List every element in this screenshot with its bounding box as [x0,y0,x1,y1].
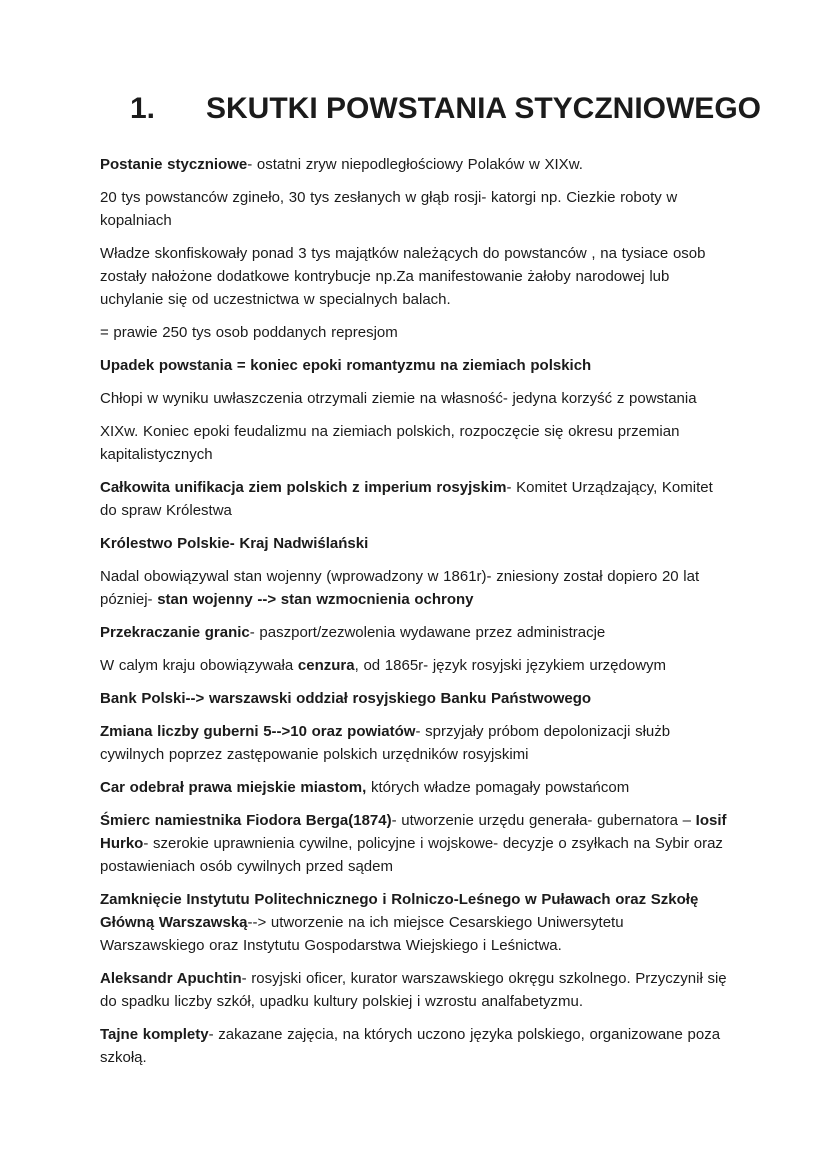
paragraph-bold-text: Przekraczanie granic [100,623,250,641]
paragraph [100,565,728,611]
paragraph [100,420,728,466]
paragraph [100,720,728,766]
paragraph-text: --> utworzenie na ich miejsce Cesarskiego Uniwersytetu Warszawskiego oraz Instytutu Gospodarstwa Wiejskiego i Leśnictwa. [100,913,624,954]
paragraph-text: 20 tys powstanców zgineło, 30 tys zesłanych w głąb rosji- katorgi np. Ciezkie roboty w kopalniach [100,188,678,229]
paragraph-bold-text: Zamknięcie Instytutu Politechnicznego i Rolniczo-Leśnego w Puławach oraz Szkołę Główną Warszawską [100,890,699,931]
paragraph-text: Nadal obowiązywal stan wojenny (wprowadzony w 1861r)- zniesiony został dopiero 20 lat pózniej- [100,567,700,608]
paragraph-text: - Komitet Urządzający, Komitet do spraw Królestwa [100,478,713,519]
paragraph-text: - sprzyjały próbom depolonizacji służb cywilnych poprzez zastępowanie polskich urzędników rosyjskimi [100,722,671,763]
paragraph-text: = prawie 250 tys osob poddanych represjom [100,323,398,341]
paragraph-bold-text: Zmiana liczby guberni 5-->10 oraz powiatów [100,722,416,740]
paragraph [100,387,728,410]
paragraph-text: których władze pomagały powstańcom [366,778,630,796]
paragraph [100,621,728,644]
paragraph [100,687,728,710]
paragraph [100,321,728,344]
title-number: 1. [130,92,156,125]
paragraph-bold-text: Postanie styczniowe [100,155,248,173]
paragraph-text: Władze skonfiskowały ponad 3 tys majątków należących do powstanców , na tysiace osob zostały nałożone dodatkowe kontrybucje np.Za manifestowanie żałoby narodowej lub uchylanie się od uczestnictwa w specialnych balach. [100,244,706,308]
page-title [130,92,761,127]
paragraph-bold-text: Upadek powstania = koniec epoki romantyzmu na ziemiach polskich [100,356,592,374]
paragraph-text: - ostatni zryw niepodległościowy Polaków w XIXw. [247,155,583,173]
paragraph [100,654,728,677]
paragraph-bold-text: Aleksandr Apuchtin [100,969,242,987]
paragraph-text: XIXw. Koniec epoki feudalizmu na ziemiach polskich, rozpoczęcie się okresu przemian kapitalistycznych [100,422,680,463]
paragraph-text: - rosyjski oficer, kurator warszawskiego okręgu szkolnego. Przyczynił się do spadku liczby szkół, upadku kultury polskiej i wzrostu analfabetyzmu. [100,969,727,1010]
paragraph [100,967,728,1013]
paragraph-bold-text: Tajne komplety [100,1025,209,1043]
paragraph-bold-text: Car odebrał prawa miejskie miastom, [100,778,367,796]
paragraph-bold-text: Iosif Hurko [100,811,727,852]
paragraph [100,354,728,377]
paragraph [100,476,728,522]
paragraph-bold-text: stan wojenny --> stan wzmocnienia ochrony [157,590,474,608]
paragraph-bold-text: Królestwo Polskie- Kraj Nadwiślański [100,534,369,552]
paragraph-bold-text: Śmierc namiestnika Fiodora Berga(1874) [100,811,392,829]
paragraph [100,1023,728,1069]
paragraph-text: - paszport/zezwolenia wydawane przez administracje [249,623,606,641]
paragraph-text: , od 1865r- język rosyjski językiem urzędowym [354,656,667,674]
paragraph-text: - szerokie uprawnienia cywilne, policyjne i wojskowe- decyzje o zsyłkach na Sybir oraz postawieniach osób cywilnych przed sądem [100,834,723,875]
paragraph [100,532,728,555]
paragraph-bold-text: Bank Polski--> warszawski oddział rosyjskiego Banku Państwowego [100,689,592,707]
paragraph-text: Chłopi w wyniku uwłaszczenia otrzymali ziemie na własność- jedyna korzyść z powstania [100,389,697,407]
paragraph [100,776,728,799]
paragraph [100,186,728,232]
paragraph-text: - utworzenie urzędu generała- gubernatora – [391,811,696,829]
document-body [100,153,728,1069]
paragraph [100,809,728,878]
paragraph-bold-text: cenzura [297,656,355,674]
paragraph [100,153,728,176]
paragraph-text: W calym kraju obowiązywała [100,656,298,674]
paragraph [100,888,728,957]
paragraph [100,242,728,311]
title-text: SKUTKI POWSTANIA STYCZNIOWEGO [206,92,761,125]
paragraph-bold-text: Całkowita unifikacja ziem polskich z imperium rosyjskim [100,478,507,496]
paragraph-text: - zakazane zajęcia, na których uczono języka polskiego, organizowane poza szkołą. [100,1025,721,1066]
